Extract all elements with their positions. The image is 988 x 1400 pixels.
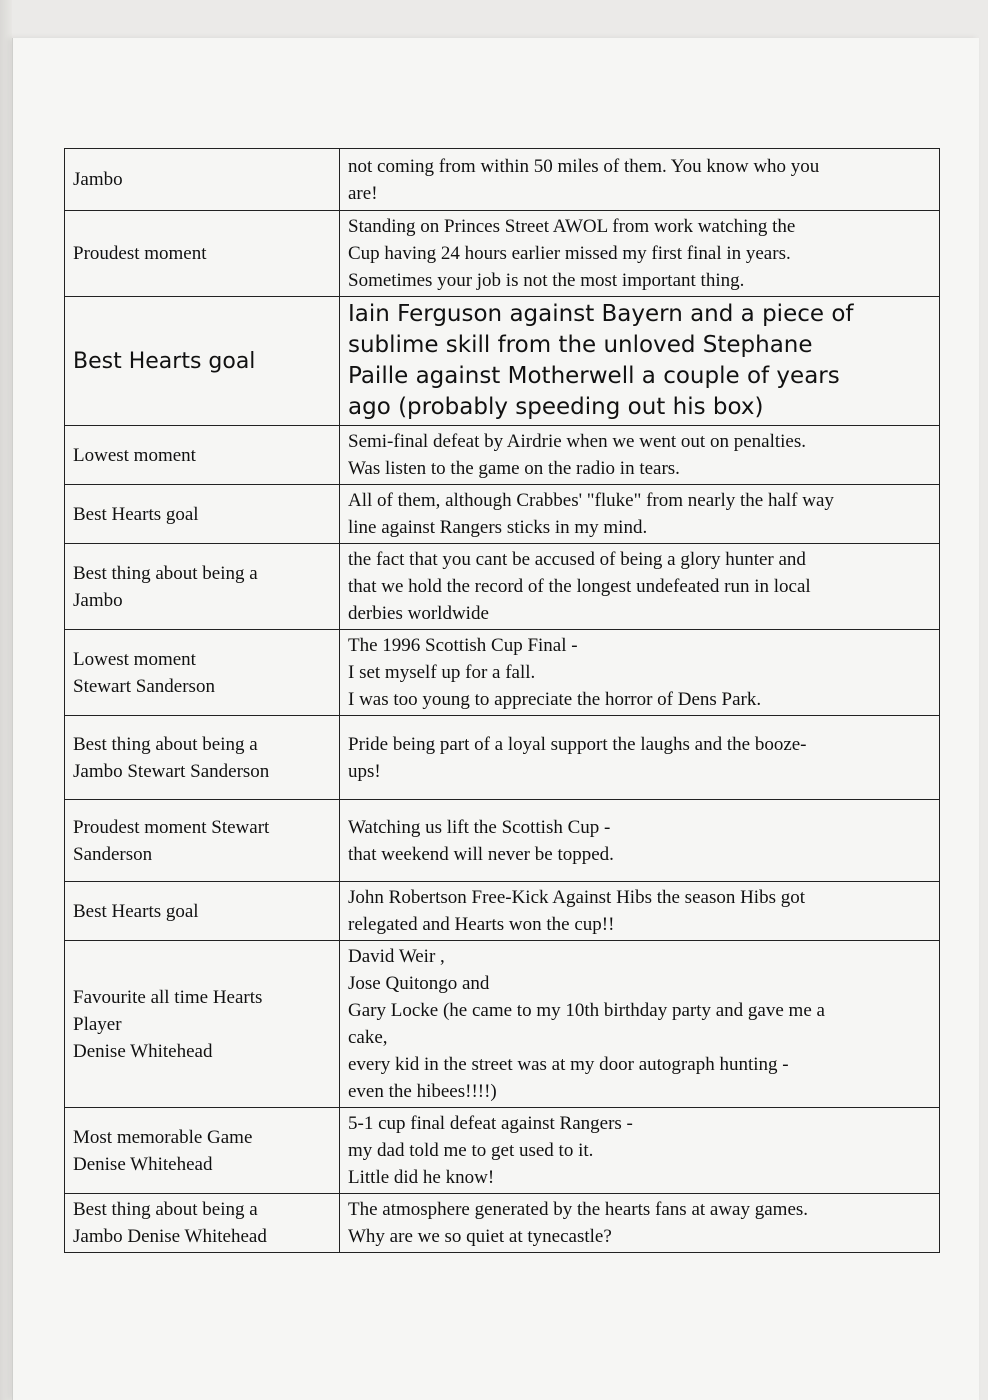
table-row bbox=[65, 1108, 940, 1194]
row-answer: Iain Ferguson against Bayern and a piece of sublime skill from the unloved Stephane Paille against Motherwell a couple of years ago (probably speeding out his box) bbox=[340, 297, 940, 426]
row-label: Best Hearts goal bbox=[65, 297, 340, 426]
table-row bbox=[65, 426, 940, 485]
row-answer: the fact that you cant be accused of being a glory hunter and that we hold the record of the longest undefeated run in local derbies worldwide bbox=[340, 544, 940, 630]
row-label: Best Hearts goal bbox=[65, 882, 340, 941]
row-answer: Watching us lift the Scottish Cup - that weekend will never be topped. bbox=[340, 800, 940, 882]
row-answer: Standing on Princes Street AWOL from work watching the Cup having 24 hours earlier missed my first final in years. Sometimes your job is not the most important thing. bbox=[340, 211, 940, 297]
table-row bbox=[65, 485, 940, 544]
table-row bbox=[65, 800, 940, 882]
row-answer: All of them, although Crabbes' "fluke" from nearly the half way line against Rangers sticks in my mind. bbox=[340, 485, 940, 544]
table-row bbox=[65, 297, 940, 426]
table-row bbox=[65, 149, 940, 211]
table-row bbox=[65, 941, 940, 1108]
table-row bbox=[65, 544, 940, 630]
row-answer: John Robertson Free-Kick Against Hibs the season Hibs got relegated and Hearts won the cup!! bbox=[340, 882, 940, 941]
row-answer: Pride being part of a loyal support the laughs and the booze- ups! bbox=[340, 716, 940, 800]
fans-answers-table bbox=[64, 148, 940, 1253]
row-label: Most memorable Game Denise Whitehead bbox=[65, 1108, 340, 1194]
row-answer: Semi-final defeat by Airdrie when we went out on penalties. Was listen to the game on the radio in tears. bbox=[340, 426, 940, 485]
row-answer: not coming from within 50 miles of them. You know who you are! bbox=[340, 149, 940, 211]
row-label: Lowest moment bbox=[65, 426, 340, 485]
row-label: Favourite all time Hearts Player Denise Whitehead bbox=[65, 941, 340, 1108]
row-label: Best Hearts goal bbox=[65, 485, 340, 544]
row-answer: David Weir , Jose Quitongo and Gary Locke (he came to my 10th birthday party and gave me a cake, every kid in the street was at my door autograph hunting - even the hibees!!!!) bbox=[340, 941, 940, 1108]
table-row bbox=[65, 630, 940, 716]
binding-edge bbox=[0, 0, 12, 1400]
row-answer: The atmosphere generated by the hearts fans at away games. Why are we so quiet at tynecastle? bbox=[340, 1194, 940, 1253]
table-row bbox=[65, 211, 940, 297]
table-row bbox=[65, 882, 940, 941]
row-label: Best thing about being a Jambo Stewart Sanderson bbox=[65, 716, 340, 800]
row-label: Best thing about being a Jambo Denise Whitehead bbox=[65, 1194, 340, 1253]
row-label: Proudest moment bbox=[65, 211, 340, 297]
table-row bbox=[65, 716, 940, 800]
row-label: Lowest moment Stewart Sanderson bbox=[65, 630, 340, 716]
row-answer: 5-1 cup final defeat against Rangers - my dad told me to get used to it. Little did he know! bbox=[340, 1108, 940, 1194]
row-answer: The 1996 Scottish Cup Final - I set myself up for a fall. I was too young to appreciate the horror of Dens Park. bbox=[340, 630, 940, 716]
row-label: Proudest moment Stewart Sanderson bbox=[65, 800, 340, 882]
table-row bbox=[65, 1194, 940, 1253]
row-label: Best thing about being a Jambo bbox=[65, 544, 340, 630]
row-label: Jambo bbox=[65, 149, 340, 211]
